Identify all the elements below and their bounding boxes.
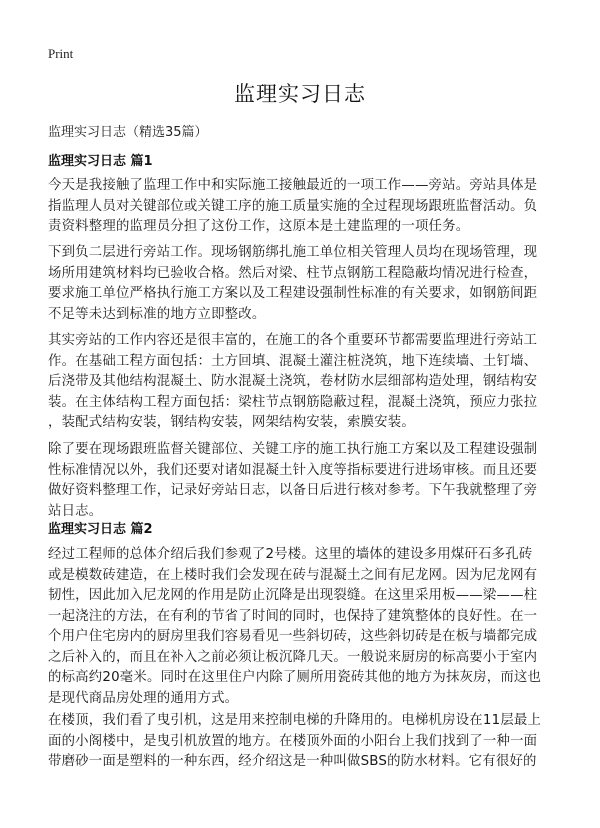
text-line: 下到负二层进行旁站工作。现场钢筋绑扎施工单位相关管理人员均在现场管理，现 xyxy=(48,245,538,260)
text-line: 其实旁站的工作内容还是很丰富的，在施工的各个重要环节都需要监理进行旁站工 xyxy=(48,333,538,348)
text-line: 带磨砂一面是塑料的一种东西，经介绍这是一种叫做SBS的防水材料。它有很好的 xyxy=(48,754,537,769)
text-line: 指监理人员对关键部位或关键工序的施工质量实施的全过程现场跟班监督活动。负 xyxy=(48,198,538,214)
text-line: 责资料整理的监理员分担了这份工作，这原本是土建监理的一项任务。 xyxy=(48,219,470,234)
paragraph-1-1 xyxy=(48,176,552,238)
print-label: Print xyxy=(48,46,74,61)
paragraph-1-3 xyxy=(48,331,552,434)
text-line: 个用户住宅房内的厨房里我们容易看见一些斜切砖，这些斜切砖是在板与墙都完成 xyxy=(48,629,538,644)
document-subtitle: 监理实习日志（精选35篇） xyxy=(48,125,208,140)
text-line: 除了要在现场跟班监督关键部位、关键工序的施工执行施工方案以及工程建设强制 xyxy=(48,442,538,457)
paragraph-2-1 xyxy=(48,545,552,709)
text-line: 韧性，因此加入尼龙网的作用是防止沉降是出现裂缝。在这里采用板——梁——柱 xyxy=(48,588,538,603)
text-line: 一起浇注的方法，在有利的节省了时间的同时，也保持了建筑整体的良好性。在一 xyxy=(48,608,538,624)
text-line: 做好资料整理工作，记录好旁站日志，以备日后进行核对参考。下午我就整理了旁 xyxy=(48,483,538,498)
text-line: 今天是我接触了监理工作中和实际施工接触最近的一项工作——旁站。旁站具体是 xyxy=(48,178,538,193)
paragraph-1-4 xyxy=(48,440,552,522)
text-line: 不足等未达到标准的地方立即整改。 xyxy=(48,306,266,322)
text-line: 场所用建筑材料均已验收合格。然后对梁、柱节点钢筋工程隐蔽均情况进行检查， xyxy=(48,265,538,281)
text-line: 是现代商品房处理的通用方式。 xyxy=(48,690,239,706)
document-title: 监理实习日志 xyxy=(234,82,366,106)
text-line: 或是模数砖建造，在上楼时我们会发现在砖与混凝土之间有尼龙网。因为尼龙网有 xyxy=(48,567,538,583)
text-line: 性标准情况以外，我们还要对诸如混凝土针入度等指标要进行进场审核。而且还要 xyxy=(48,462,538,478)
text-line: 作。在基础工程方面包括：土方回填、混凝土灌注桩浇筑，地下连续墙、土钉墙、 xyxy=(48,353,538,369)
text-line: 经过工程师的总体介绍后我们参观了2号楼。这里的墙体的建设多用煤矸石多孔砖 xyxy=(48,547,533,562)
text-line: 站日志。 xyxy=(48,503,103,519)
text-line: 的标高约20毫米。同时在这里住户内除了厕所用瓷砖其他的地方为抹灰房，而这也 xyxy=(48,670,542,685)
text-line: 在楼顶，我们看了曳引机，这是用来控制电梯的升降用的。电梯机房设在11层最上 xyxy=(48,713,542,728)
text-line: 之后补入的，而且在补入之前必须让板沉降几天。一般说来厨房的标高要小于室内 xyxy=(48,649,538,665)
text-line: 要求施工单位严格执行施工方案以及工程建设强制性标准的有关要求，如钢筋间距 xyxy=(48,286,538,301)
paragraph-1-2 xyxy=(48,243,552,325)
section-heading-1: 监理实习日志 篇1 xyxy=(48,154,153,169)
text-line: 装。在主体结构工程方面包括：梁柱节点钢筋隐蔽过程，混凝土浇筑，预应力张拉 xyxy=(48,394,538,410)
text-line: 面的小阁楼中，是曳引机放置的地方。在楼顶外面的小阳台上我们找到了一种一面 xyxy=(48,733,538,749)
text-line: ，装配式结构安装，钢结构安装，网架结构安装，索膜安装。 xyxy=(48,415,415,430)
section-heading-2: 监理实习日志 篇2 xyxy=(48,522,153,537)
text-line: 后浇带及其他结构混凝土、防水混凝土浇筑，卷材防水层细部构造处理，钢结构安 xyxy=(48,374,538,389)
paragraph-2-2 xyxy=(48,711,552,773)
